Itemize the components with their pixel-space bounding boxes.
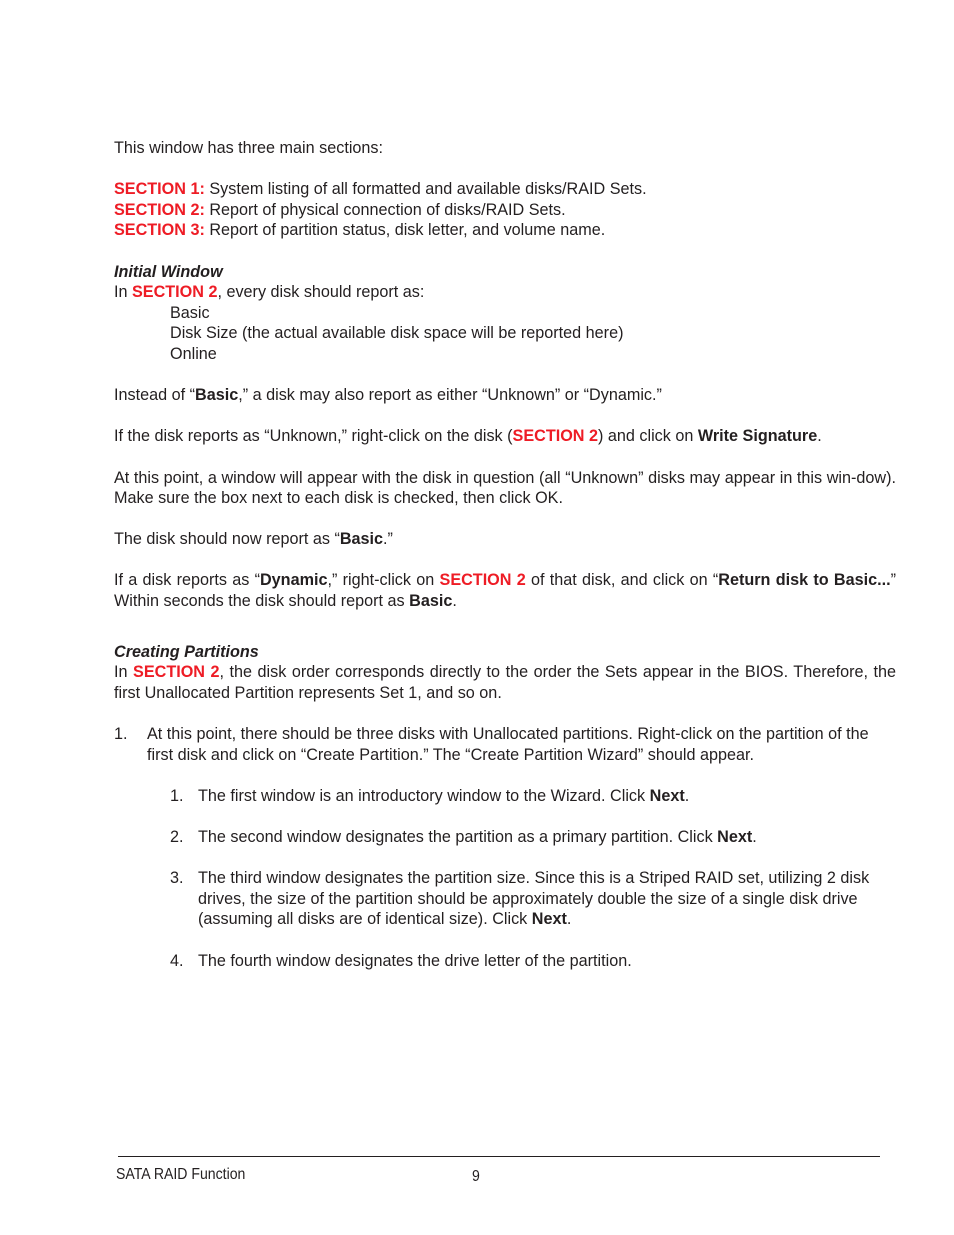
text-run: ) and click on [598, 427, 698, 446]
section-reference: SECTION 2 [439, 571, 526, 590]
section-reference: SECTION 2 [132, 283, 218, 302]
bold-term: Next [717, 828, 753, 846]
text-run: . [452, 592, 457, 611]
text-run: Instead of “ [114, 386, 195, 405]
bold-term: Basic [409, 592, 453, 611]
section-label: SECTION 2: [114, 200, 205, 219]
bold-term: Basic [195, 386, 239, 405]
unknown-disk-paragraph [114, 426, 896, 447]
text-run: The fourth window designates the drive letter of the partition. [198, 951, 632, 970]
bold-term: Next [531, 910, 567, 929]
report-item: Disk Size (the actual available disk space will be reported here) [170, 324, 624, 343]
bold-term: Write Signature [697, 427, 818, 446]
list-number: 3. [170, 869, 184, 888]
text-run: . [684, 786, 690, 805]
list-number: 1. [114, 725, 128, 744]
creating-partitions-paragraph [114, 662, 896, 703]
list-text: At this point, there should be three disks with Unallocated partitions. Right-click on the partition of the first disk and click on “Create Partition.” The “Create Partition Wizard” should appear. [147, 725, 869, 764]
dynamic-disk-paragraph [114, 570, 896, 611]
text-run: . [566, 910, 572, 929]
bold-term: Basic [339, 530, 384, 549]
section-description: Report of partition status, disk letter, and volume name. [204, 221, 606, 240]
section-2-line [114, 200, 896, 221]
window-appear-paragraph: At this point, a window will appear with the disk in question (all “Unknown” disks may appear in this win-dow). Make sure the box next to each disk is checked, then click OK. [114, 468, 896, 508]
bold-term: Next [649, 786, 685, 805]
section-label: SECTION 1: [114, 180, 205, 199]
basic-report-paragraph [114, 529, 896, 550]
text-run: In [114, 663, 134, 682]
text-run: ” Within seconds the disk should report as [114, 571, 896, 611]
sub-list-item [114, 868, 896, 930]
section-reference: SECTION 2 [512, 427, 598, 446]
report-item: Online [170, 344, 217, 363]
intro-text: This window has three main sections: [114, 139, 384, 157]
section-1-line [114, 179, 896, 200]
section-description: Report of physical connection of disks/RAID Sets. [204, 200, 566, 219]
section-label: SECTION 3: [114, 221, 205, 240]
report-item: Basic [170, 303, 210, 322]
text-run: The second window designates the partition as a primary partition. Click [198, 828, 718, 846]
initial-window-paragraph [114, 282, 896, 303]
text-run: . [817, 427, 822, 446]
text-run: ,” right-click on [327, 571, 440, 590]
list-number: 1. [170, 786, 184, 805]
bold-term: Dynamic [259, 571, 328, 590]
text-run: , the disk order corresponds directly to the order the Sets appear in the BIOS. Therefore, the first Unallocated Partition represents Set 1, and so on. [114, 663, 897, 702]
footer-title: SATA RAID Function [116, 1166, 246, 1183]
document-body [114, 138, 896, 971]
text-run: ,” a disk may also report as either “Unknown” or “Dynamic.” [238, 386, 662, 405]
text-run: The third window designates the partition size. Since this is a Striped RAID set, utilizing 2 disk drives, the size of the partition should be approximately double the size of a single disk drive (assuming all disks are of identical size). Click [198, 869, 870, 929]
section-reference: SECTION 2 [133, 663, 220, 682]
creating-partitions-heading: Creating Partitions [114, 642, 259, 661]
text-run: , every disk should report as: [217, 283, 425, 302]
text-run: If the disk reports as “Unknown,” right-click on the disk ( [114, 427, 513, 446]
bold-term: Return disk to Basic... [718, 571, 891, 590]
list-number: 2. [170, 828, 184, 846]
text-run: The first window is an introductory window to the Wizard. Click [198, 786, 650, 805]
page-number: 9 [472, 1168, 480, 1185]
initial-window-heading: Initial Window [114, 262, 223, 281]
text-run: The disk should now report as “ [114, 530, 340, 549]
sub-list-item [114, 786, 896, 807]
text-run: In [114, 283, 132, 302]
text-run: .” [383, 530, 393, 549]
sub-list-item [114, 827, 896, 848]
text-run: If a disk reports as “ [114, 571, 260, 590]
text-run: . [752, 828, 757, 846]
footer-divider [118, 1156, 880, 1157]
sub-list-item [114, 951, 896, 972]
list-number: 4. [170, 951, 184, 970]
list-item [114, 724, 896, 765]
text-run: of that disk, and click on “ [525, 571, 719, 590]
basic-alt-paragraph [114, 385, 896, 406]
section-3-line [114, 220, 896, 241]
section-description: System listing of all formatted and available disks/RAID Sets. [204, 180, 647, 199]
